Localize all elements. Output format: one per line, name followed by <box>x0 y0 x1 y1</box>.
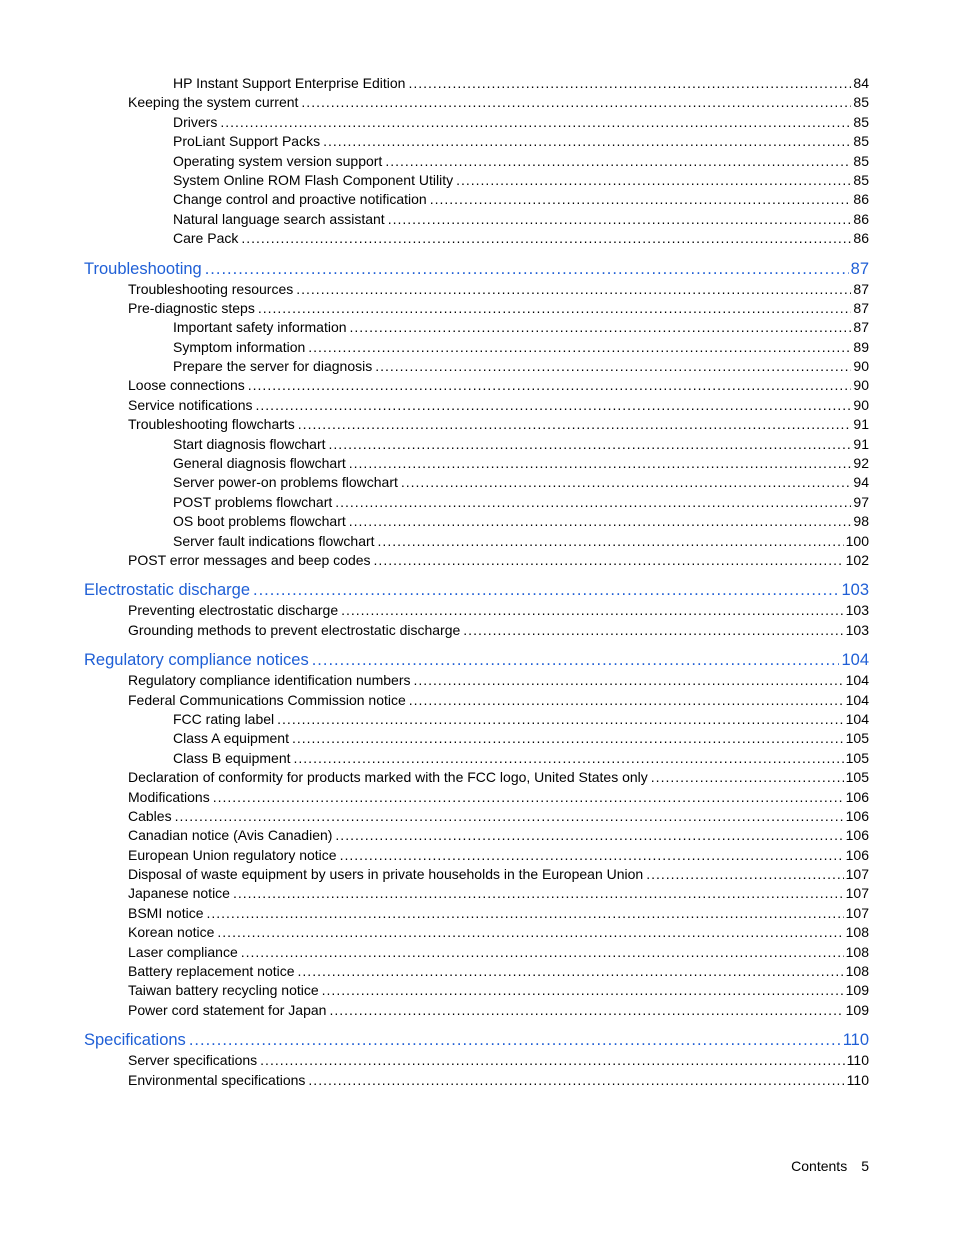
dot-leader <box>213 788 844 807</box>
toc-entry-title: Symptom information <box>173 338 306 355</box>
dot-leader <box>413 671 843 690</box>
toc-entry-title: Specifications <box>84 1031 186 1050</box>
toc-entry[interactable] <box>84 865 869 884</box>
toc-entry-page: 84 <box>853 75 869 91</box>
toc-entry-page: 97 <box>853 493 869 510</box>
toc-entry[interactable] <box>84 1001 869 1020</box>
toc-entry-page: 85 <box>853 94 869 111</box>
footer-section-label: Contents <box>791 1158 848 1174</box>
toc-entry[interactable] <box>84 1051 869 1070</box>
toc-entry-page: 105 <box>845 749 869 766</box>
toc-entry-page: 87 <box>853 280 869 297</box>
toc-entry-title: POST problems flowchart <box>173 493 333 510</box>
toc-entry[interactable] <box>84 473 869 492</box>
table-of-contents <box>84 74 869 1090</box>
dot-leader <box>248 376 852 395</box>
dot-leader <box>374 551 844 570</box>
toc-entry-page: 85 <box>853 113 869 130</box>
toc-entry-title: Korean notice <box>128 924 215 941</box>
dot-leader <box>350 318 852 337</box>
dot-leader <box>277 710 843 729</box>
toc-entry[interactable] <box>84 74 869 93</box>
toc-entry-title: Japanese notice <box>128 885 230 902</box>
toc-entry-page: 107 <box>845 904 869 921</box>
toc-entry-page: 86 <box>853 230 869 247</box>
toc-entry[interactable] <box>84 396 869 415</box>
toc-entry[interactable] <box>84 601 869 620</box>
toc-entry[interactable] <box>84 171 869 190</box>
toc-entry[interactable] <box>84 512 869 531</box>
toc-entry-page: 108 <box>845 963 869 980</box>
toc-entry-page: 98 <box>853 513 869 530</box>
toc-entry-title: Care Pack <box>173 230 239 247</box>
toc-entry[interactable] <box>84 113 869 132</box>
toc-entry-page: 90 <box>853 396 869 413</box>
dot-leader <box>298 415 852 434</box>
toc-entry-page: 106 <box>845 827 869 844</box>
toc-entry-page: 103 <box>841 581 869 600</box>
toc-entry[interactable] <box>84 729 869 748</box>
dot-leader <box>349 512 852 531</box>
toc-entry-title: Important safety information <box>173 319 347 336</box>
dot-leader <box>349 454 852 473</box>
dot-leader <box>463 621 843 640</box>
toc-entry[interactable] <box>84 923 869 942</box>
toc-entry-page: 94 <box>853 474 869 491</box>
toc-entry[interactable] <box>84 415 869 434</box>
toc-entry[interactable] <box>84 357 869 376</box>
page-footer <box>791 1158 869 1174</box>
toc-entry-page: 106 <box>845 846 869 863</box>
toc-entry[interactable] <box>84 768 869 787</box>
toc-entry-title: Preventing electrostatic discharge <box>128 602 339 619</box>
toc-entry[interactable] <box>84 318 869 337</box>
toc-entry-page: 110 <box>842 1031 869 1050</box>
toc-entry-page: 104 <box>841 651 869 670</box>
toc-entry-title: Server fault indications flowchart <box>173 532 375 549</box>
toc-entry-title: Pre-diagnostic steps <box>128 299 255 316</box>
toc-entry[interactable] <box>84 621 869 640</box>
dot-leader <box>341 601 844 620</box>
dot-leader <box>312 649 840 671</box>
toc-entry-title: Drivers <box>173 113 218 130</box>
dot-leader <box>329 1001 843 1020</box>
dot-leader <box>298 962 844 981</box>
toc-entry-page: 108 <box>845 943 869 960</box>
toc-entry-title: European Union regulatory notice <box>128 846 337 863</box>
toc-entry-page: 91 <box>853 416 869 433</box>
toc-entry-page: 89 <box>853 338 869 355</box>
toc-entry-page: 104 <box>845 710 869 727</box>
toc-entry-title: Disposal of waste equipment by users in private households in the European Union <box>128 866 644 883</box>
toc-entry-page: 104 <box>845 672 869 689</box>
toc-entry[interactable] <box>84 454 869 473</box>
toc-entry[interactable] <box>84 1071 869 1090</box>
toc-entry-page: 87 <box>850 259 869 278</box>
dot-leader <box>401 473 852 492</box>
toc-entry-title: Taiwan battery recycling notice <box>128 982 319 999</box>
dot-leader <box>651 768 844 787</box>
toc-entry-page: 85 <box>853 171 869 188</box>
dot-leader <box>241 943 844 962</box>
toc-entry[interactable] <box>84 280 869 299</box>
toc-entry-page: 110 <box>846 1071 869 1088</box>
toc-entry-page: 100 <box>845 532 869 549</box>
toc-entry-title: Cables <box>128 807 172 824</box>
dot-leader <box>388 210 852 229</box>
toc-section-heading[interactable] <box>84 579 869 601</box>
toc-entry[interactable] <box>84 749 869 768</box>
toc-entry[interactable] <box>84 807 869 826</box>
toc-entry-title: Grounding methods to prevent electrostatic discharge <box>128 621 461 638</box>
toc-entry[interactable] <box>84 190 869 209</box>
toc-entry-title: ProLiant Support Packs <box>173 133 321 150</box>
toc-entry[interactable] <box>84 884 869 903</box>
dot-leader <box>253 579 839 601</box>
toc-entry[interactable] <box>84 132 869 151</box>
toc-entry-page: 106 <box>845 788 869 805</box>
toc-entry-title: Class B equipment <box>173 749 291 766</box>
dot-leader <box>335 826 843 845</box>
toc-entry[interactable] <box>84 299 869 318</box>
dot-leader <box>241 229 851 248</box>
toc-entry-title: HP Instant Support Enterprise Edition <box>173 75 406 91</box>
toc-entry-title: OS boot problems flowchart <box>173 513 346 530</box>
toc-entry-title: Prepare the server for diagnosis <box>173 358 373 375</box>
toc-entry-title: Server power-on problems flowchart <box>173 474 398 491</box>
footer-page-number: 5 <box>861 1158 869 1174</box>
toc-entry-page: 103 <box>845 621 869 638</box>
toc-entry-title: Natural language search assistant <box>173 210 385 227</box>
toc-entry-page: 90 <box>853 358 869 375</box>
toc-section-heading[interactable] <box>84 258 869 280</box>
toc-entry-title: System Online ROM Flash Component Utility <box>173 171 454 188</box>
toc-entry-title: Troubleshooting flowcharts <box>128 416 295 433</box>
toc-entry-title: Environmental specifications <box>128 1071 306 1088</box>
dot-leader <box>340 846 844 865</box>
toc-entry-page: 103 <box>845 602 869 619</box>
toc-entry-title: Regulatory compliance identification numbers <box>128 672 411 689</box>
dot-leader <box>296 280 851 299</box>
toc-entry[interactable] <box>84 710 869 729</box>
toc-entry-title: Federal Communications Commission notice <box>128 691 406 708</box>
toc-entry[interactable] <box>84 788 869 807</box>
toc-entry-page: 85 <box>853 152 869 169</box>
toc-entry[interactable] <box>84 376 869 395</box>
dot-leader <box>385 152 851 171</box>
toc-entry[interactable] <box>84 962 869 981</box>
toc-entry-page: 105 <box>845 730 869 747</box>
dot-leader <box>220 113 851 132</box>
toc-entry-page: 86 <box>853 210 869 227</box>
toc-entry[interactable] <box>84 338 869 357</box>
toc-entry-page: 85 <box>853 133 869 150</box>
toc-entry-page: 108 <box>845 924 869 941</box>
toc-entry-title: POST error messages and beep codes <box>128 551 371 568</box>
toc-section-heading[interactable] <box>84 1029 869 1051</box>
toc-entry[interactable] <box>84 93 869 112</box>
toc-entry[interactable] <box>84 981 869 1000</box>
toc-entry-title: Loose connections <box>128 377 245 394</box>
dot-leader <box>189 1029 841 1051</box>
dot-leader <box>205 258 849 280</box>
dot-leader <box>456 171 851 190</box>
toc-entry-title: Change control and proactive notification <box>173 191 427 208</box>
dot-leader <box>175 807 844 826</box>
toc-entry-page: 109 <box>845 1001 869 1018</box>
toc-entry[interactable] <box>84 691 869 710</box>
dot-leader <box>258 299 852 318</box>
dot-leader <box>375 357 851 376</box>
toc-entry[interactable] <box>84 904 869 923</box>
toc-entry[interactable] <box>84 826 869 845</box>
toc-entry-page: 86 <box>853 191 869 208</box>
toc-entry-title: Declaration of conformity for products marked with the FCC logo, United States only <box>128 769 648 786</box>
toc-entry-page: 106 <box>845 807 869 824</box>
dot-leader <box>206 904 843 923</box>
dot-leader <box>292 729 844 748</box>
toc-entry-title: Power cord statement for Japan <box>128 1001 327 1018</box>
dot-leader <box>260 1051 845 1070</box>
dot-leader <box>335 493 851 512</box>
toc-entry-page: 102 <box>845 551 869 568</box>
toc-entry-title: Modifications <box>128 788 210 805</box>
dot-leader <box>217 923 843 942</box>
toc-entry-page: 104 <box>845 691 869 708</box>
dot-leader <box>322 981 844 1000</box>
toc-entry-page: 107 <box>845 885 869 902</box>
dot-leader <box>301 93 851 112</box>
toc-entry-title: Troubleshooting resources <box>128 280 294 297</box>
toc-entry-title: Canadian notice (Avis Canadien) <box>128 827 333 844</box>
toc-entry-title: Laser compliance <box>128 943 238 960</box>
dot-leader <box>378 532 844 551</box>
toc-entry-page: 90 <box>853 377 869 394</box>
toc-entry-page: 109 <box>845 982 869 999</box>
toc-entry-title: Battery replacement notice <box>128 963 295 980</box>
dot-leader <box>308 1071 844 1090</box>
toc-entry-page: 87 <box>853 319 869 336</box>
toc-entry-title: Server specifications <box>128 1052 258 1069</box>
dot-leader <box>233 884 844 903</box>
toc-entry[interactable] <box>84 671 869 690</box>
toc-entry[interactable] <box>84 493 869 512</box>
toc-entry-title: Class A equipment <box>173 730 289 747</box>
dot-leader <box>294 749 844 768</box>
toc-entry-title: Keeping the system current <box>128 94 299 111</box>
toc-entry-title: Electrostatic discharge <box>84 581 250 600</box>
toc-section-heading[interactable] <box>84 649 869 671</box>
dot-leader <box>329 435 852 454</box>
dot-leader <box>430 190 852 209</box>
dot-leader <box>323 132 851 151</box>
toc-entry-title: BSMI notice <box>128 904 204 921</box>
dot-leader <box>409 691 844 710</box>
toc-entry-page: 110 <box>846 1052 869 1069</box>
toc-entry[interactable] <box>84 210 869 229</box>
toc-entry-page: 107 <box>845 866 869 883</box>
toc-entry-title: Troubleshooting <box>84 259 202 278</box>
dot-leader <box>256 396 852 415</box>
toc-entry-title: Regulatory compliance notices <box>84 651 309 670</box>
toc-entry-title: Start diagnosis flowchart <box>173 435 326 452</box>
toc-entry[interactable] <box>84 532 869 551</box>
toc-entry-page: 92 <box>853 455 869 472</box>
toc-entry-title: FCC rating label <box>173 710 275 727</box>
dot-leader <box>408 74 851 93</box>
toc-entry-page: 91 <box>853 435 869 452</box>
dot-leader <box>308 338 851 357</box>
toc-entry[interactable] <box>84 943 869 962</box>
toc-entry[interactable] <box>84 435 869 454</box>
toc-entry-title: Operating system version support <box>173 152 383 169</box>
toc-entry-page: 105 <box>845 769 869 786</box>
toc-entry[interactable] <box>84 846 869 865</box>
toc-entry-title: Service notifications <box>128 396 253 413</box>
dot-leader <box>646 865 843 884</box>
toc-entry-title: General diagnosis flowchart <box>173 455 346 472</box>
toc-entry[interactable] <box>84 551 869 570</box>
toc-entry-page: 87 <box>853 299 869 316</box>
toc-entry[interactable] <box>84 229 869 248</box>
toc-entry[interactable] <box>84 152 869 171</box>
